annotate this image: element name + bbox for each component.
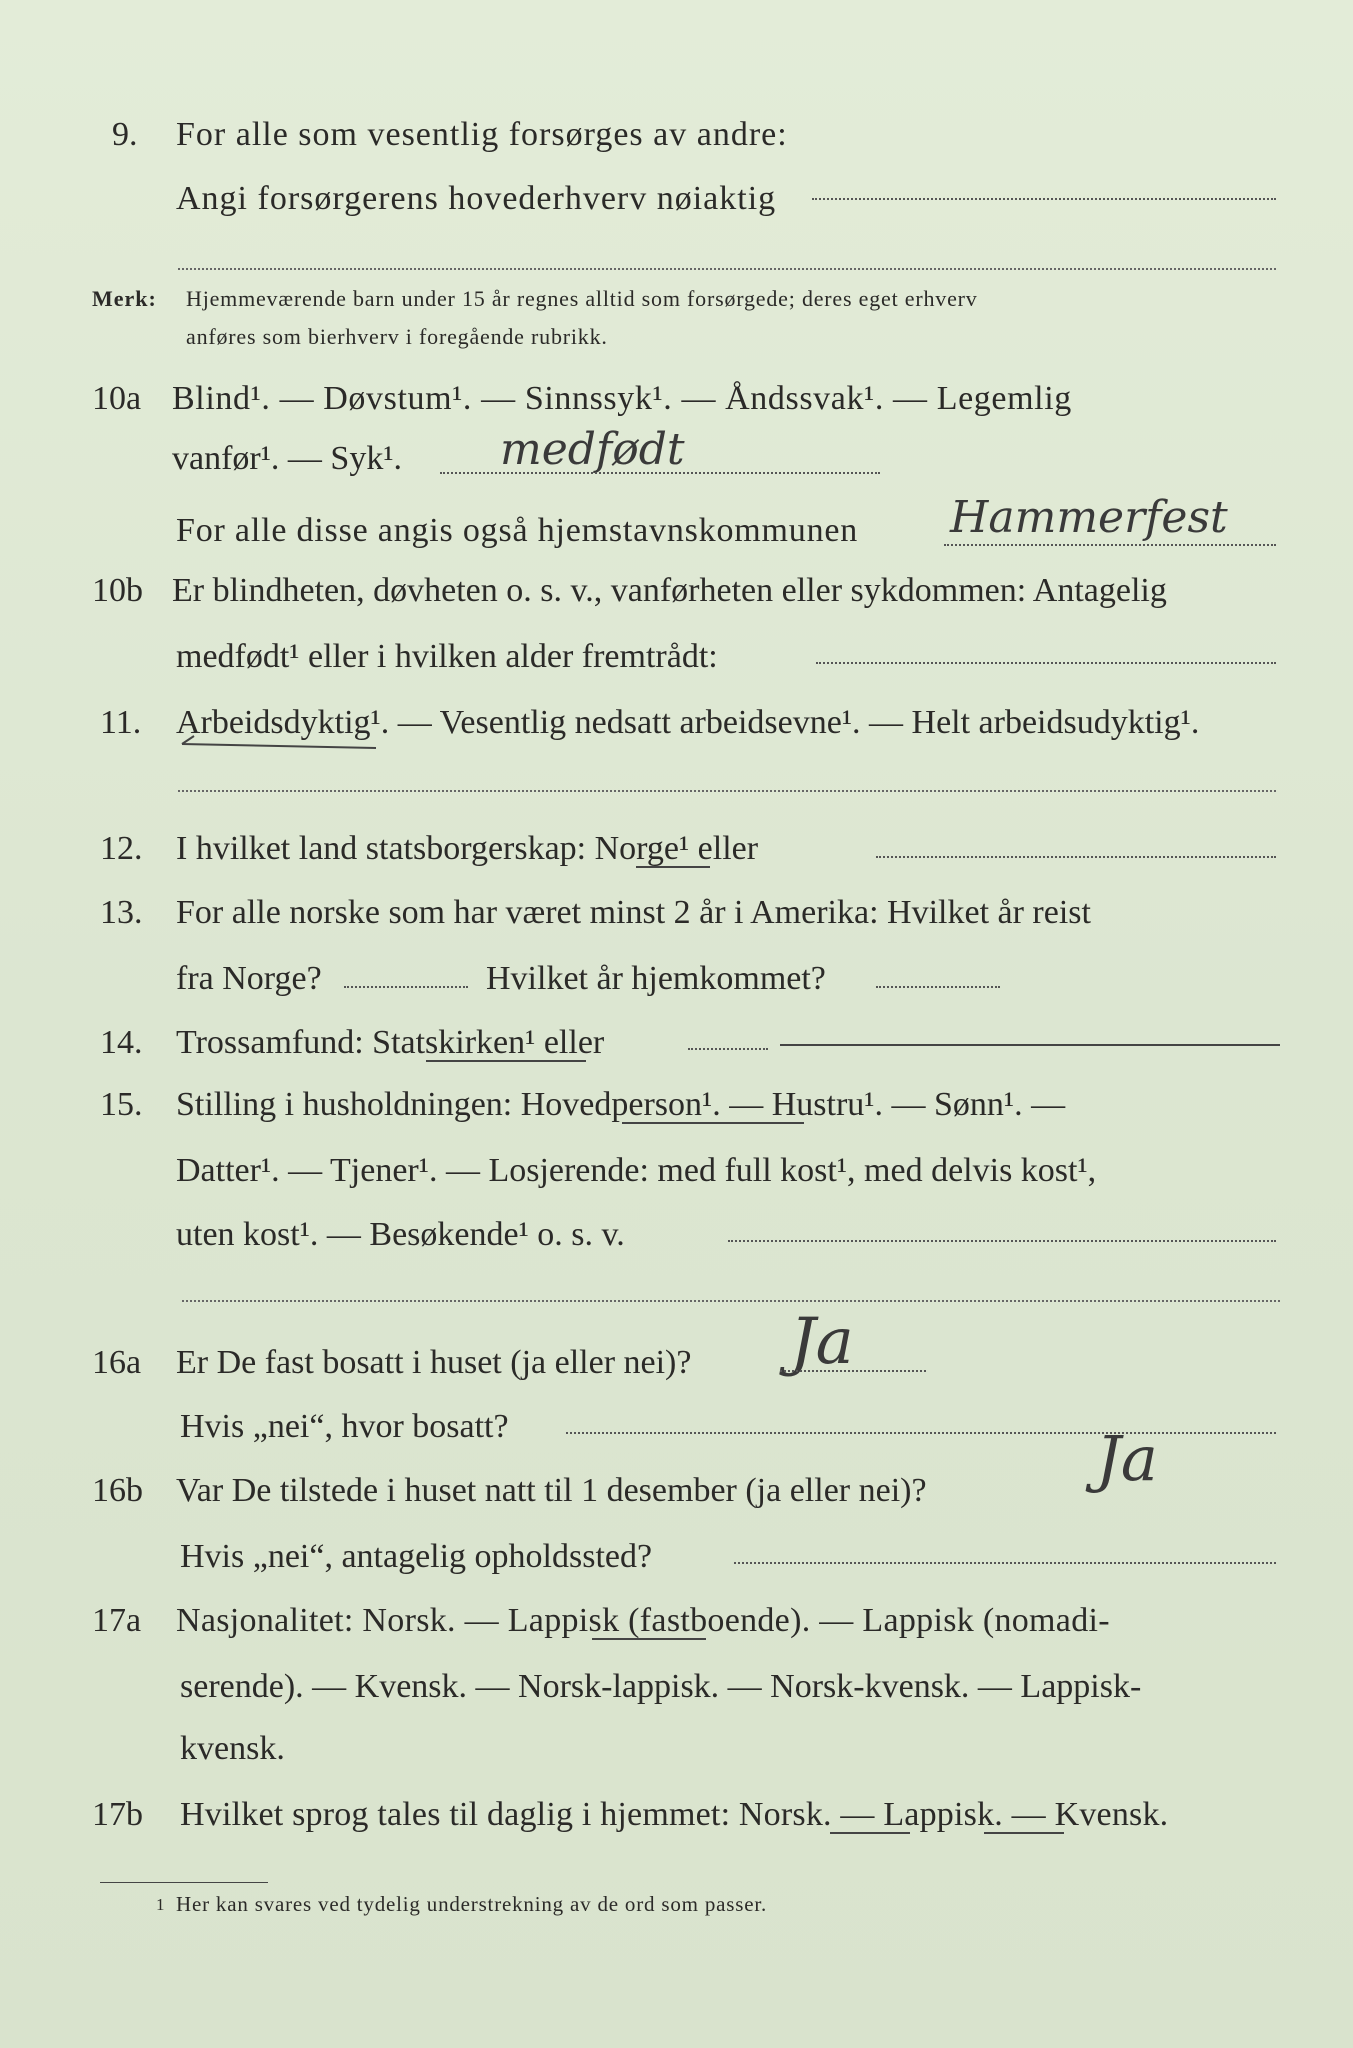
- q16b-number: 16b: [92, 1472, 143, 1509]
- q13-number: 13.: [100, 894, 143, 931]
- q16b-line1: Var De tilstede i huset natt til 1 desember (ja eller nei)?: [176, 1472, 927, 1509]
- q15-line1: Stilling i husholdningen: Hovedperson¹. — Hustru¹. — Sønn¹. —: [176, 1086, 1066, 1123]
- q16a-bosatt-line: [566, 1432, 1276, 1434]
- q10a-syk-line: [440, 472, 880, 474]
- q10a-number: 10a: [92, 380, 142, 417]
- merk-line2: anføres som bierhverv i foregående rubrikk.: [186, 324, 608, 349]
- q17b-number: 17b: [92, 1796, 143, 1833]
- q12-underline-norge: [636, 866, 710, 868]
- q13-line2a: fra Norge?: [176, 960, 322, 997]
- footnote-rule: [100, 1882, 268, 1883]
- q16a-line1: Er De fast bosatt i huset (ja eller nei)?: [176, 1344, 692, 1381]
- q13-line2b: Hvilket år hjemkommet?: [486, 960, 826, 997]
- q15-number: 15.: [100, 1086, 143, 1123]
- q15-line3: uten kost¹. — Besøkende¹ o. s. v.: [176, 1216, 625, 1253]
- q16a-number: 16a: [92, 1344, 142, 1381]
- q10a-line3: For alle disse angis også hjemstavnskommunen: [176, 512, 859, 549]
- q16b-opholdssted-line: [734, 1562, 1276, 1564]
- merk-label: Merk:: [92, 286, 157, 311]
- q9-answer-line: [812, 198, 1276, 200]
- q9-answer-line-2: [178, 268, 1276, 270]
- q14-answer-line-2: [780, 1044, 1280, 1046]
- q17a-number: 17a: [92, 1602, 142, 1639]
- q10b-line2: medfødt¹ eller i hvilken alder fremtrådt:: [176, 638, 718, 675]
- q17a-line2: serende). — Kvensk. — Norsk-lappisk. — Norsk-kvensk. — Lappisk-: [180, 1668, 1142, 1705]
- q13-reist-line: [344, 986, 468, 988]
- footnote-text: Her kan svares ved tydelig understrekning av de ord som passer.: [176, 1892, 768, 1916]
- q13-hjemkommet-line: [876, 986, 1000, 988]
- q10a-line1: Blind¹. — Døvstum¹. — Sinnssyk¹. — Åndssvak¹. — Legemlig: [172, 380, 1072, 417]
- q17a-line1: Nasjonalitet: Norsk. — Lappisk (fastboende). — Lappisk (nomadi-: [176, 1602, 1110, 1639]
- q10a-handwritten-syk: medfødt: [500, 424, 685, 475]
- q15-answer-line: [728, 1240, 1276, 1242]
- q16b-line2: Hvis „nei“, antagelig opholdssted?: [180, 1538, 653, 1575]
- q14-underline-statskirken: [426, 1060, 586, 1062]
- q16a-handwritten-answer: Ja: [790, 1305, 854, 1379]
- q16a-line2: Hvis „nei“, hvor bosatt?: [180, 1408, 509, 1445]
- q17b-line1: Hvilket sprog tales til daglig i hjemmet: Norsk. — Lappisk. — Kvensk.: [180, 1796, 1169, 1833]
- q17a-line3: kvensk.: [180, 1730, 285, 1767]
- merk-line1: Hjemmeværende barn under 15 år regnes alltid som forsørgede; deres eget erhverv: [186, 286, 978, 311]
- q11-number: 11.: [100, 704, 142, 741]
- q10b-line1: Er blindheten, døvheten o. s. v., vanførheten eller sykdommen: Antagelig: [172, 572, 1167, 609]
- q12-line1: I hvilket land statsborgerskap: Norge¹ eller: [176, 830, 759, 867]
- q16b-handwritten-answer: Ja: [1096, 1422, 1158, 1495]
- q14-line1: Trossamfund: Statskirken¹ eller: [176, 1024, 605, 1061]
- q10b-number: 10b: [92, 572, 143, 609]
- q11-line1: Arbeidsdyktig¹. — Vesentlig nedsatt arbeidsevne¹. — Helt arbeidsudyktig¹.: [176, 704, 1200, 741]
- q9-line1: For alle som vesentlig forsørges av andre:: [176, 116, 788, 153]
- q15-underline-hovedperson: [622, 1122, 804, 1124]
- q9-line2: Angi forsørgerens hovederhverv nøiaktig: [176, 180, 777, 217]
- q12-answer-line: [876, 856, 1276, 858]
- q14-number: 14.: [100, 1024, 143, 1061]
- q10a-line2: vanfør¹. — Syk¹.: [172, 440, 403, 477]
- q17b-underline-lappisk: [984, 1832, 1064, 1834]
- q11-underline-mark: [180, 730, 380, 760]
- q14-answer-line: [688, 1048, 768, 1050]
- q9-number: 9.: [112, 116, 138, 153]
- q15-line2: Datter¹. — Tjener¹. — Losjerende: med full kost¹, med delvis kost¹,: [176, 1152, 1097, 1189]
- footnote-mark: 1: [156, 1895, 165, 1914]
- q12-number: 12.: [100, 830, 143, 867]
- q16a-answer-line: [780, 1370, 926, 1372]
- q11-answer-line: [178, 790, 1276, 792]
- q10a-hjemstavn-line: [944, 544, 1276, 546]
- q10a-handwritten-hjemstavn: Hammerfest: [950, 492, 1228, 543]
- q17a-underline-lappisk: [592, 1638, 706, 1640]
- q17b-underline-norsk: [830, 1832, 910, 1834]
- q13-line1: For alle norske som har været minst 2 år i Amerika: Hvilket år reist: [176, 894, 1091, 931]
- q15-answer-line-2: [182, 1300, 1280, 1302]
- q10b-answer-line: [816, 662, 1276, 664]
